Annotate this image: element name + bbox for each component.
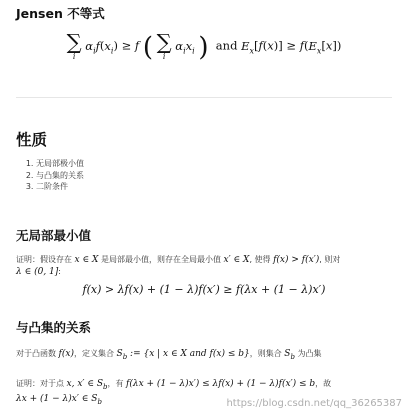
- convex-set-proof: 证明：对于点 x, x′ ∈ $S_b$，有 f(λx + (1 − λ)x′) ≤ λf(x) + (1 − λ)f(x′) ≤ b，故 λx + (1 − λ)x′ ∈ $S_b$: [16, 379, 332, 406]
- list-item: 1. 无局部极小值: [36, 158, 84, 170]
- no-local-min-proof: 证明：假设存在 x ∈ X 是局部最小值，则存在全局最小值 x′ ∈ X, 使得 f(x) > f(x′), 则对 λ ∈ (0, 1]:: [16, 255, 341, 277]
- convex-set-heading: 与凸集的关系: [16, 320, 92, 335]
- properties-heading: 性质: [16, 131, 48, 149]
- divider: [16, 97, 392, 98]
- jensen-equation: ∑ i $\alpha_if(x_i) \ge f$ ( ∑ i $\alpha_ix_i$ ) and $E_x[f(x)] \ge f(E_x[x])$: [66, 30, 342, 63]
- no-local-min-heading: 无局部最小值: [16, 228, 92, 243]
- list-item: 3. 二阶条件: [36, 181, 84, 193]
- properties-list: [16, 158, 84, 193]
- jensen-heading: Jensen 不等式: [16, 6, 105, 21]
- convex-set-definition: 对于凸函数 f(x)，定义集合 $S_b$ := {x | x ∈ X and f(x) ≤ b}，则集合 $S_b$ 为凸集: [16, 349, 322, 361]
- no-local-min-equation: f(x) > λf(x) + (1 − λ)f(x′) ≥ f(λx + (1 − λ)x′): [82, 283, 326, 296]
- watermark: https://blog.csdn.net/qq_36265387: [226, 398, 402, 409]
- list-item: 2. 与凸集的关系: [36, 170, 84, 182]
